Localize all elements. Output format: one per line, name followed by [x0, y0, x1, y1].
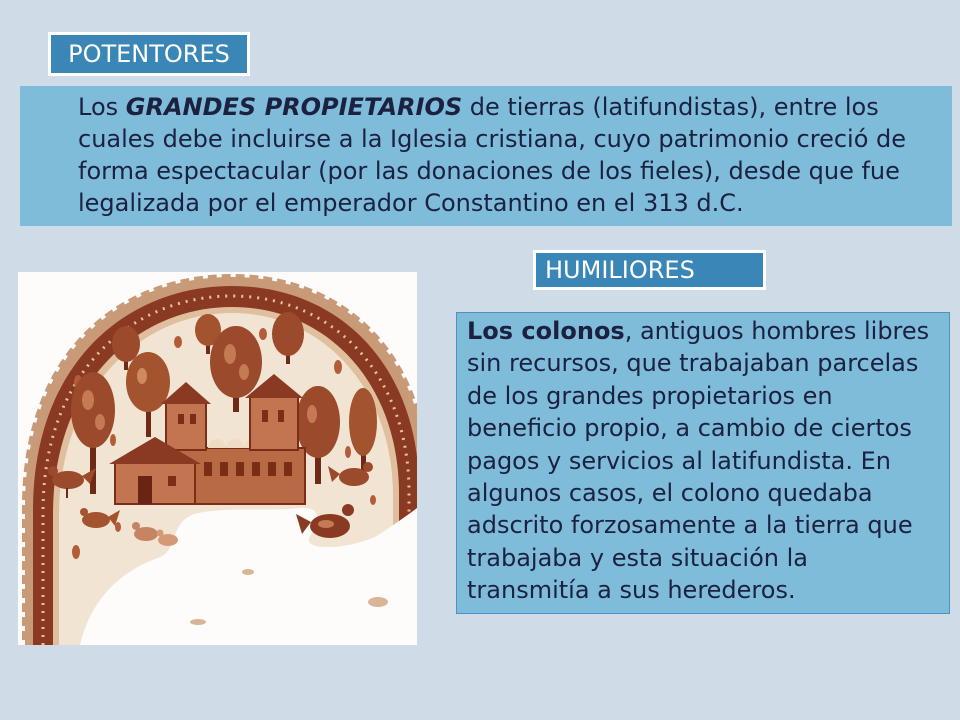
potentores-line-1-start: Los [78, 93, 126, 121]
humiliores-line-3: de los grandes propietarios en [467, 381, 833, 410]
potentores-line-1 [78, 91, 952, 123]
potentores-line-3: forma espectacular (por las donaciones de los fieles), desde que fue [78, 157, 900, 185]
villa-mosaic-image [18, 272, 417, 645]
humiliores-line-1-end: , antiguos hombres libres [624, 317, 930, 345]
humiliores-line-6: algunos casos, el colono quedaba [467, 479, 873, 508]
humiliores-line-5: pagos y servicios al latifundista. En [467, 446, 891, 475]
humiliores-line-9: transmitía a sus herederos. [467, 576, 796, 605]
potentores-line-2: cuales debe incluirse a la Iglesia cristiana, cuyo patrimonio creció de [78, 125, 907, 153]
potentores-heading [48, 32, 250, 76]
potentores-line-1-end: de tierras (latifundistas), entre los [462, 93, 879, 121]
humiliores-line-4: beneficio propio, a cambio de ciertos [467, 414, 912, 443]
humiliores-line-7: adscrito forzosamente a la tierra que [467, 511, 913, 540]
humiliores-line-8: trabajaba y esta situación la [467, 543, 808, 572]
potentores-line-4: legalizada por el emperador Constantino en el 313 d.C. [78, 189, 744, 217]
los-colonos-emphasis: Los colonos [467, 317, 625, 345]
humiliores-line-2: sin recursos, que trabajaban parcelas [467, 349, 919, 378]
potentores-text-box [20, 86, 952, 226]
humiliores-text-box [456, 312, 950, 614]
humiliores-line-1 [467, 315, 949, 347]
humiliores-heading [533, 250, 766, 290]
humiliores-heading-text: HUMILIORES [545, 256, 695, 284]
grandes-propietarios-emphasis: GRANDES PROPIETARIOS [125, 93, 463, 121]
potentores-heading-text: POTENTORES [68, 40, 230, 68]
